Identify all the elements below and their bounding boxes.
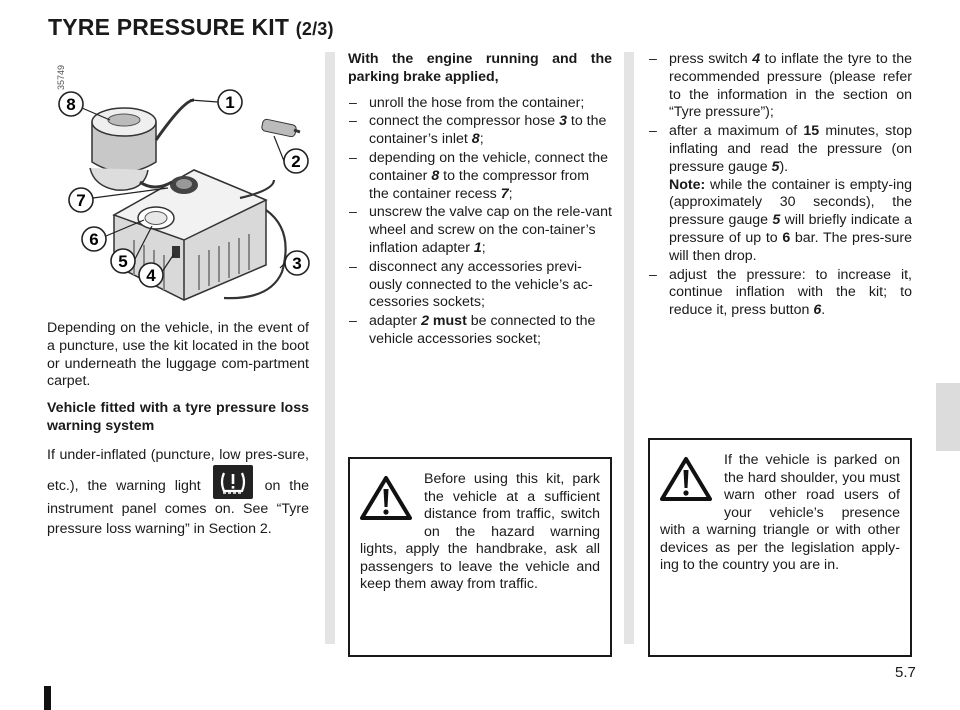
instruction-step: – unscrew the valve cap on the rele-vant wheel and screw on the con-tainer’s inflation adapter 1;: [348, 204, 612, 257]
figure-reference: 35749: [56, 64, 66, 90]
middle-heading: With the engine running and the parking brake applied,: [348, 51, 612, 85]
plug-adapter-icon: [261, 119, 300, 138]
section-tab: [936, 383, 960, 451]
step-note: Note: while the container is empty-ing (approximately 30 seconds), the pressure gauge 5 will briefly indicate a pressure of up to 6 bar. The pres-sure will then drop.: [669, 176, 912, 264]
middle-steps-list: [348, 95, 612, 349]
callout-2: [284, 149, 308, 173]
middle-column: [348, 51, 612, 355]
instruction-step: – connect the compressor hose 3 to the container’s inlet 8;: [348, 113, 612, 149]
intro-paragraph: Depending on the vehicle, in the event of a puncture, use the kit located in the boot or underneath the luggage com-partment carpet.: [47, 320, 309, 390]
tyre-pressure-warning-light-icon: [213, 465, 253, 499]
svg-text:8: 8: [66, 95, 76, 114]
warning-box-middle: [348, 457, 612, 657]
warning-text-right: If the vehicle is parked on the hard shoulder, you must warn other road users of your vehicle’s presence with a warning triangle or with other devices as per the legislation apply-ing to the country you are in.: [660, 452, 900, 573]
callout-8: [59, 92, 83, 116]
instruction-step: – depending on the vehicle, connect the container 8 to the compressor from the container recess 7;: [348, 150, 612, 203]
left-column: [47, 320, 309, 548]
svg-text:6: 6: [89, 230, 99, 249]
svg-text:1: 1: [225, 93, 235, 112]
page-number: 5.7: [895, 664, 916, 681]
callout-6: [82, 227, 106, 251]
page-title-sub: (2/3): [295, 19, 334, 39]
svg-text:7: 7: [76, 191, 86, 210]
warning-text-middle: Before using this kit, park the vehicle at a sufficient distance from traffic, switch on the hazard warning lights, apply the handbrake, ask all passengers to leave the vehicle and keep them away from traffic.: [360, 471, 600, 592]
warning-box-right: [648, 438, 912, 657]
page-title-text: TYRE PRESSURE KIT: [48, 14, 290, 40]
right-steps-list: [648, 51, 912, 320]
callout-4: [139, 263, 163, 287]
instruction-step: – press switch 4 to inflate the tyre to the recommended pressure (please refer to the information in the section on “Tyre pressure”);: [648, 51, 912, 122]
svg-text:2: 2: [291, 152, 301, 171]
instruction-step: – adapter 2 must be connected to the vehicle accessories socket;: [348, 313, 612, 349]
page-title: [48, 14, 334, 41]
warning-triangle-icon: [360, 475, 412, 527]
right-column: [648, 51, 912, 326]
instruction-step: – after a maximum of 15 minutes, stop inflating and read the pressure (on pressure gauge 5). Note: while the container is empty-ing (approximately 30 seconds), the pressure gauge 5 will briefly indicate a pressure of up to 6 bar. The pres-sure will then drop.: [648, 123, 912, 265]
compressor-icon: [114, 170, 266, 300]
instruction-step: – disconnect any accessories previ-ously connected to the vehicle’s ac-cessories sockets;: [348, 259, 612, 312]
callout-5: [111, 249, 135, 273]
callout-3: [285, 251, 309, 275]
svg-text:3: 3: [292, 254, 302, 273]
svg-text:5: 5: [118, 252, 128, 271]
tyre-kit-illustration: [44, 50, 320, 312]
callout-1: [218, 90, 242, 114]
svg-text:4: 4: [146, 266, 156, 285]
column-divider: [325, 52, 335, 644]
page-edge-mark: [44, 686, 51, 710]
warning-light-paragraph: If under-inflated (puncture, low pres-sure, etc.), the warning light on the instrument panel comes on. See “Tyre pressure loss warning” in Section 2.: [47, 446, 309, 537]
section-heading: Vehicle fitted with a tyre pressure loss warning system: [47, 400, 309, 434]
callout-7: [69, 188, 93, 212]
instruction-step: – unroll the hose from the container;: [348, 95, 612, 113]
sealant-container-icon: [90, 108, 156, 190]
warning-triangle-icon: [660, 456, 712, 508]
instruction-step: – adjust the pressure: to increase it, continue inflation with the kit; to reduce it, press button 6.: [648, 267, 912, 320]
column-divider: [624, 52, 634, 644]
